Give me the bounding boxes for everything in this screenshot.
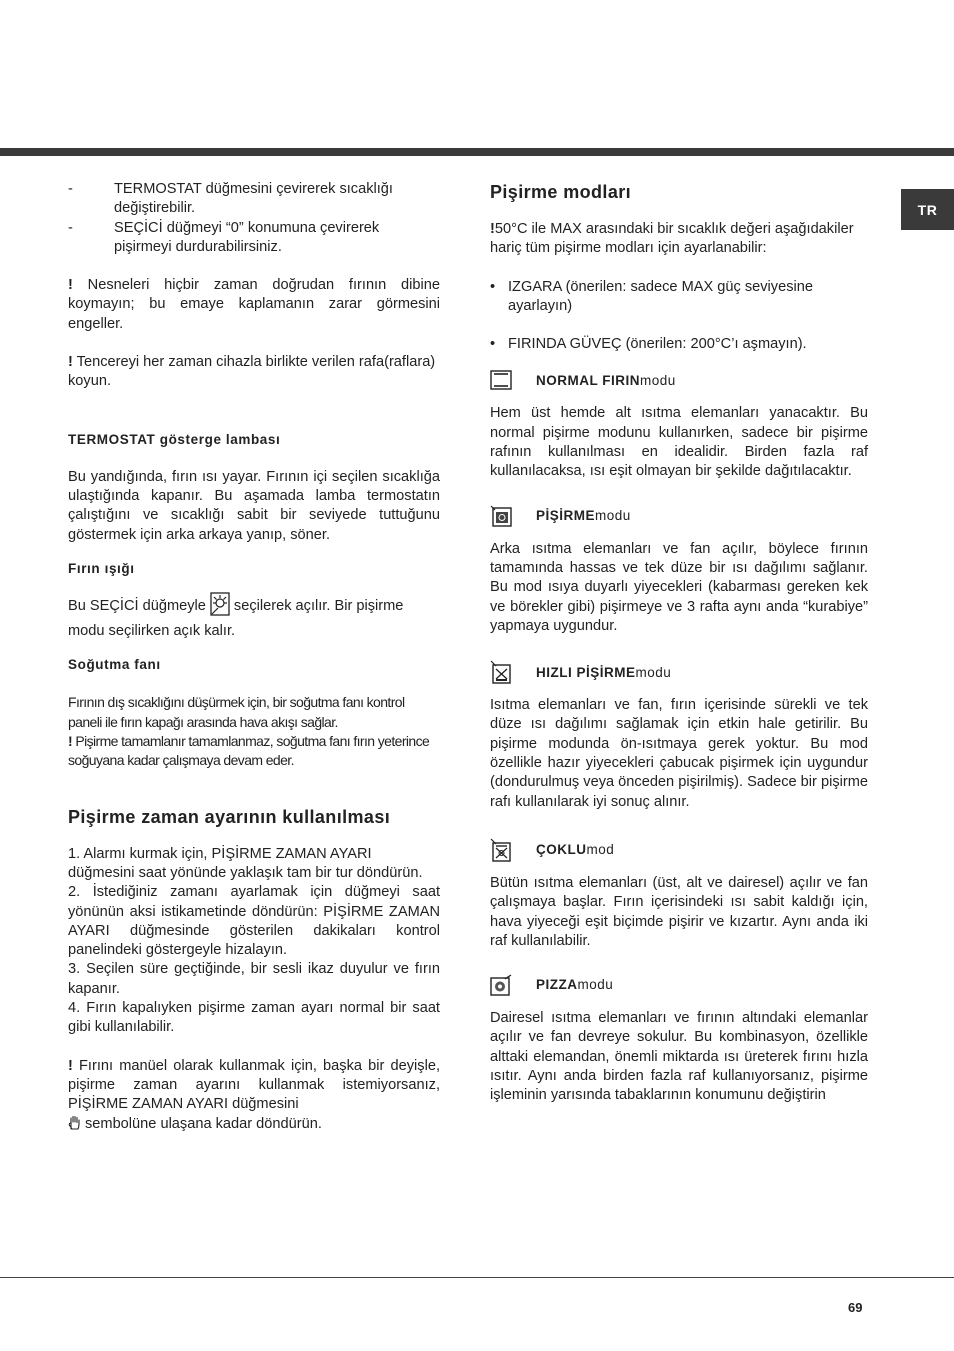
normal-oven-icon	[490, 370, 536, 390]
list-item: - SEÇİCİ düğmeyi “0” konumuna çevirerek pişirmeyi durdurabilirsiniz.	[68, 219, 380, 255]
fast-cooking-icon	[490, 660, 536, 684]
mode-heading: PİŞİRME modu	[490, 504, 868, 528]
list-item: 1. Alarmı kurmak için, PİŞİRME ZAMAN AYARI düğmesini saat yönünde yaklaşık tam bir tur döndürün.	[68, 845, 423, 881]
mode-description: Dairesel ısıtma elemanları ve fırının altındaki elemanlar açılır ve fan devreye sokulur. Bu kombinasyon, özellikle alttaki elemandan, önemli miktarda ısı üreterek fırını hızla ısıtır. Aynı anda birden fazla raf kullanıyorsanız, pişirme işleminin yarısında tabaklarının konumunu değiştirin	[490, 1010, 868, 1104]
warning-paragraph: ! Fırını manüel olarak kullanmak için, başka bir deyişle, pişirme zaman ayarını kullanmak istemiyorsanız, PİŞİRME ZAMAN AYARI düğmesini	[68, 1057, 440, 1113]
footer-rule	[0, 1277, 954, 1278]
list-item: - TERMOSTAT düğmesini çevirerek sıcaklığı değiştirebilir.	[68, 181, 393, 217]
list-item: 3. Seçilen süre geçtiğinde, bir sesli ikaz duyulur ve fırın kapanır.	[68, 961, 440, 997]
section-title: Pişirme modları	[490, 182, 632, 202]
header-bar	[0, 148, 954, 156]
intro-paragraph: !50°C ile MAX arasındaki bir sıcaklık değeri aşağıdakiler hariç tüm pişirme modları için ayarlanabilir:	[490, 221, 854, 257]
body-paragraph: Bu SEÇİCİ düğmeyle seçilerek açılır. Bir pişirme modu seçilirken açık kalır.	[68, 592, 440, 642]
left-column	[68, 180, 440, 1136]
list-item: 2. İstediğiniz zamanı ayarlamak için düğmeyi saat yönünün aksi istikametinde döndürün: PİŞİRME ZAMAN AYARI düğmesinde gösterilen dakikaları kontrol panelindeki göstergeyle hizalayın.	[68, 884, 440, 959]
body-paragraph: Fırının dış sıcaklığını düşürmek için, bir soğutma fanı kontrol paneli ile fırın kapağı arasında hava akışı sağlar.	[68, 694, 405, 730]
manual-hand-icon	[68, 1115, 81, 1136]
section-title: Pişirme zaman ayarının kullanılması	[68, 806, 391, 827]
warning-paragraph: ! Pişirme tamamlanır tamamlanmaz, soğutma fanı fırın yeterince soğuyana kadar çalışmaya devam eder.	[68, 733, 430, 769]
section-heading: TERMOSTAT gösterge lambası	[68, 431, 281, 447]
oven-light-icon	[210, 592, 230, 622]
mode-description: Isıtma elemanları ve fan, fırın içerisinde sürekli ve tek düze ısı dağılımı sağlamak için etkin hale getirilir. Bu pişirme modunda ön-ısıtmaya gerek yoktur. Bu mod özellikle hazır yiyecekleri çabucak pişirmek için uygundur (dondurulmuş veya önceden pişirilmiş). Sadece bir pişirme rafı kullanılarak iyi sonuç alınır.	[490, 697, 868, 810]
body-paragraph: Bu yandığında, fırın ısı yayar. Fırının içi seçilen sıcaklığa ulaştığında kapanır. Bu aşamada lamba termostatın çalıştığını ve sıcaklığı sabit bir seviyede tuttuğunu göstermek için arka arkaya yanıp, söner.	[68, 468, 440, 543]
section-heading: Fırın ışığı	[68, 560, 135, 576]
body-paragraph: sembolüne ulaşana kadar döndürün.	[68, 1115, 440, 1136]
list-item: • IZGARA (önerilen: sadece MAX güç seviyesine ayarlayın)	[490, 278, 813, 314]
baking-fan-icon	[490, 505, 536, 527]
warning-paragraph: ! Nesneleri hiçbir zaman doğrudan fırının dibine koymayın; bu emaye kaplamanın zarar görmesini engeller.	[68, 277, 440, 332]
mode-description: Bütün ısıtma elemanları (üst, alt ve dairesel) açılır ve fan çalışmaya başlar. Fırın içerisindeki ısı sabit kaldığı için, hava yiyeceği eşit biçimde pişirir ve kızartır. Aynı anda iki raf kullanılabilir.	[490, 874, 868, 949]
mode-heading: PIZZA modu	[490, 973, 868, 997]
page-number: 69	[848, 1300, 863, 1315]
pizza-icon	[490, 974, 536, 996]
list-item: 4. Fırın kapalıyken pişirme zaman ayarı normal bir saat gibi kullanılabilir.	[68, 1000, 440, 1036]
language-tab: TR	[901, 189, 954, 230]
mode-heading: NORMAL FIRIN modu	[490, 368, 868, 392]
mode-description: Arka ısıtma elemanları ve fan açılır, böylece fırının tamamında hassas ve tek düze bir ısı dağılımı sağlanır. Bu mod ısıya duyarlı yiyecekleri (kabarması gereken kek ve börekler gibi) pişirmeye ve 3 rafta aynı anda “kurabiye” yapmaya uygundur.	[490, 540, 868, 634]
warning-paragraph: ! Tencereyi her zaman cihazla birlikte verilen rafa(raflara) koyun.	[68, 354, 436, 390]
mode-heading: HIZLI PİŞİRME modu	[490, 660, 868, 684]
list-item: • FIRINDA GÜVEÇ (önerilen: 200°C’ı aşmayın).	[490, 336, 807, 353]
mode-description: Hem üst hemde alt ısıtma elemanları yanacaktır. Bu normal pişirme modunu kullanırken, sadece bir pişirme rafının kullanılması en idealidir. Birden fazla raf kullanılacaksa, ısı eşit olmayan bir şekilde dağıtılacaktır.	[490, 405, 868, 480]
right-column	[490, 180, 868, 1106]
mode-heading: ÇOKLU mod	[490, 838, 868, 862]
multi-cooking-icon	[490, 838, 536, 862]
section-heading: Soğutma fanı	[68, 657, 161, 673]
